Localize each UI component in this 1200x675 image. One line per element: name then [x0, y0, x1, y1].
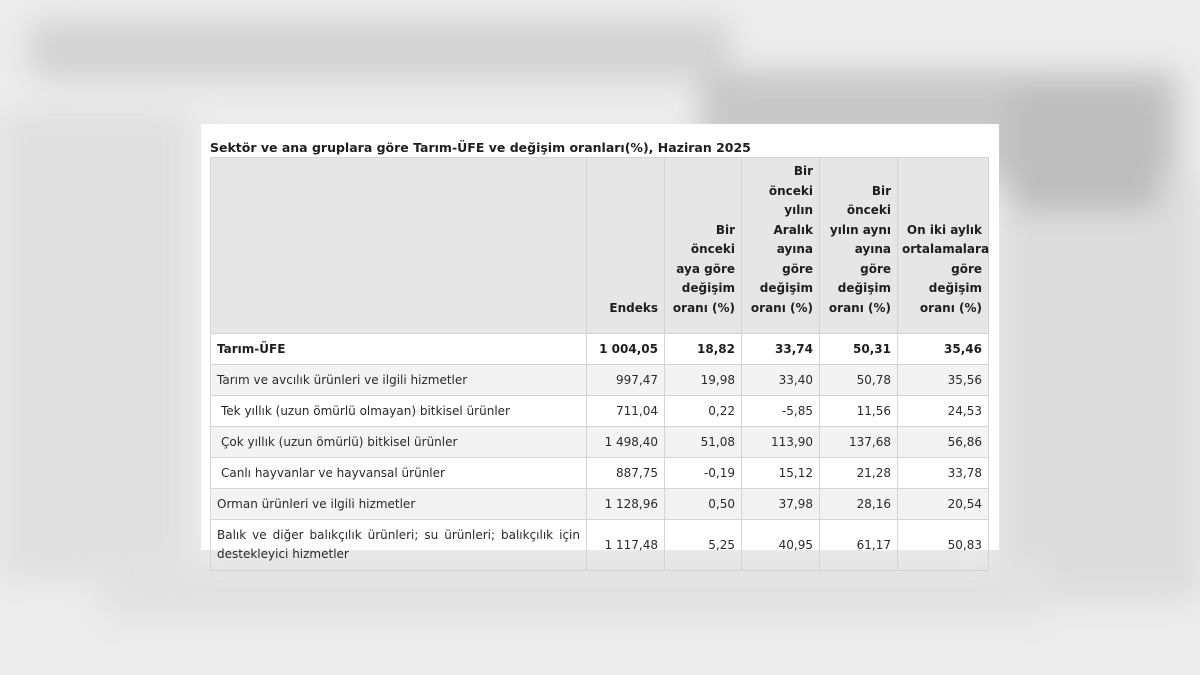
cell-annual-change: 28,16 — [820, 489, 898, 520]
table-row — [211, 489, 989, 520]
table-row — [211, 427, 989, 458]
cell-annual-change: 137,68 — [820, 427, 898, 458]
cell-endeks: 1 004,05 — [587, 334, 665, 365]
header-cell-name — [211, 158, 587, 334]
cell-endeks: 1 498,40 — [587, 427, 665, 458]
cell-twelve-month-average-change: 35,56 — [898, 365, 989, 396]
cell-endeks: 887,75 — [587, 458, 665, 489]
header-cell-december-change: Bir önceki yılın Aralık ayına göre değişim oranı (%) — [742, 158, 820, 334]
header-row — [211, 158, 989, 334]
cell-endeks: 711,04 — [587, 396, 665, 427]
cell-monthly-change: 5,25 — [665, 520, 742, 571]
cell-december-change: -5,85 — [742, 396, 820, 427]
cell-twelve-month-average-change: 56,86 — [898, 427, 989, 458]
cell-monthly-change: -0,19 — [665, 458, 742, 489]
header-cell-monthly-change: Bir önceki aya göre değişim oranı (%) — [665, 158, 742, 334]
table-card — [201, 124, 999, 561]
cell-december-change: 33,40 — [742, 365, 820, 396]
cell-endeks: 1 117,48 — [587, 520, 665, 571]
cell-december-change: 37,98 — [742, 489, 820, 520]
cell-monthly-change: 19,98 — [665, 365, 742, 396]
cell-december-change: 113,90 — [742, 427, 820, 458]
header-cell-annual-change: Bir önceki yılın aynı ayına göre değişim oranı (%) — [820, 158, 898, 334]
table-row — [211, 458, 989, 489]
data-table — [210, 157, 989, 571]
header-cell-endeks: Endeks — [587, 158, 665, 334]
cell-monthly-change: 0,50 — [665, 489, 742, 520]
row-label: Canlı hayvanlar ve hayvansal ürünler — [211, 458, 587, 489]
header-cell-twelve-month-average-change: On iki aylık ortalamalara göre değişim oranı (%) — [898, 158, 989, 334]
cell-december-change: 33,74 — [742, 334, 820, 365]
cell-twelve-month-average-change: 20,54 — [898, 489, 989, 520]
cell-twelve-month-average-change: 33,78 — [898, 458, 989, 489]
row-label: Orman ürünleri ve ilgili hizmetler — [211, 489, 587, 520]
row-label: Tarım ve avcılık ürünleri ve ilgili hizmetler — [211, 365, 587, 396]
cell-twelve-month-average-change: 24,53 — [898, 396, 989, 427]
cell-annual-change: 61,17 — [820, 520, 898, 571]
cell-annual-change: 21,28 — [820, 458, 898, 489]
row-label: Çok yıllık (uzun ömürlü) bitkisel ürünler — [211, 427, 587, 458]
row-label: Balık ve diğer balıkçılık ürünleri; su ürünleri; balıkçılık için destekleyici hizmetler — [211, 520, 587, 571]
table-row — [211, 396, 989, 427]
row-label: Tek yıllık (uzun ömürlü olmayan) bitkisel ürünler — [211, 396, 587, 427]
cell-twelve-month-average-change: 35,46 — [898, 334, 989, 365]
table-row — [211, 520, 989, 571]
table-caption: Sektör ve ana gruplara göre Tarım-ÜFE ve değişim oranları(%), Haziran 2025 — [210, 140, 751, 155]
cell-monthly-change: 18,82 — [665, 334, 742, 365]
row-label: Tarım-ÜFE — [211, 334, 587, 365]
cell-december-change: 15,12 — [742, 458, 820, 489]
cell-annual-change: 11,56 — [820, 396, 898, 427]
cell-monthly-change: 0,22 — [665, 396, 742, 427]
cell-endeks: 997,47 — [587, 365, 665, 396]
table-row — [211, 365, 989, 396]
cell-annual-change: 50,78 — [820, 365, 898, 396]
cell-december-change: 40,95 — [742, 520, 820, 571]
cell-endeks: 1 128,96 — [587, 489, 665, 520]
cell-annual-change: 50,31 — [820, 334, 898, 365]
cell-twelve-month-average-change: 50,83 — [898, 520, 989, 571]
cell-monthly-change: 51,08 — [665, 427, 742, 458]
table-row — [211, 334, 989, 365]
